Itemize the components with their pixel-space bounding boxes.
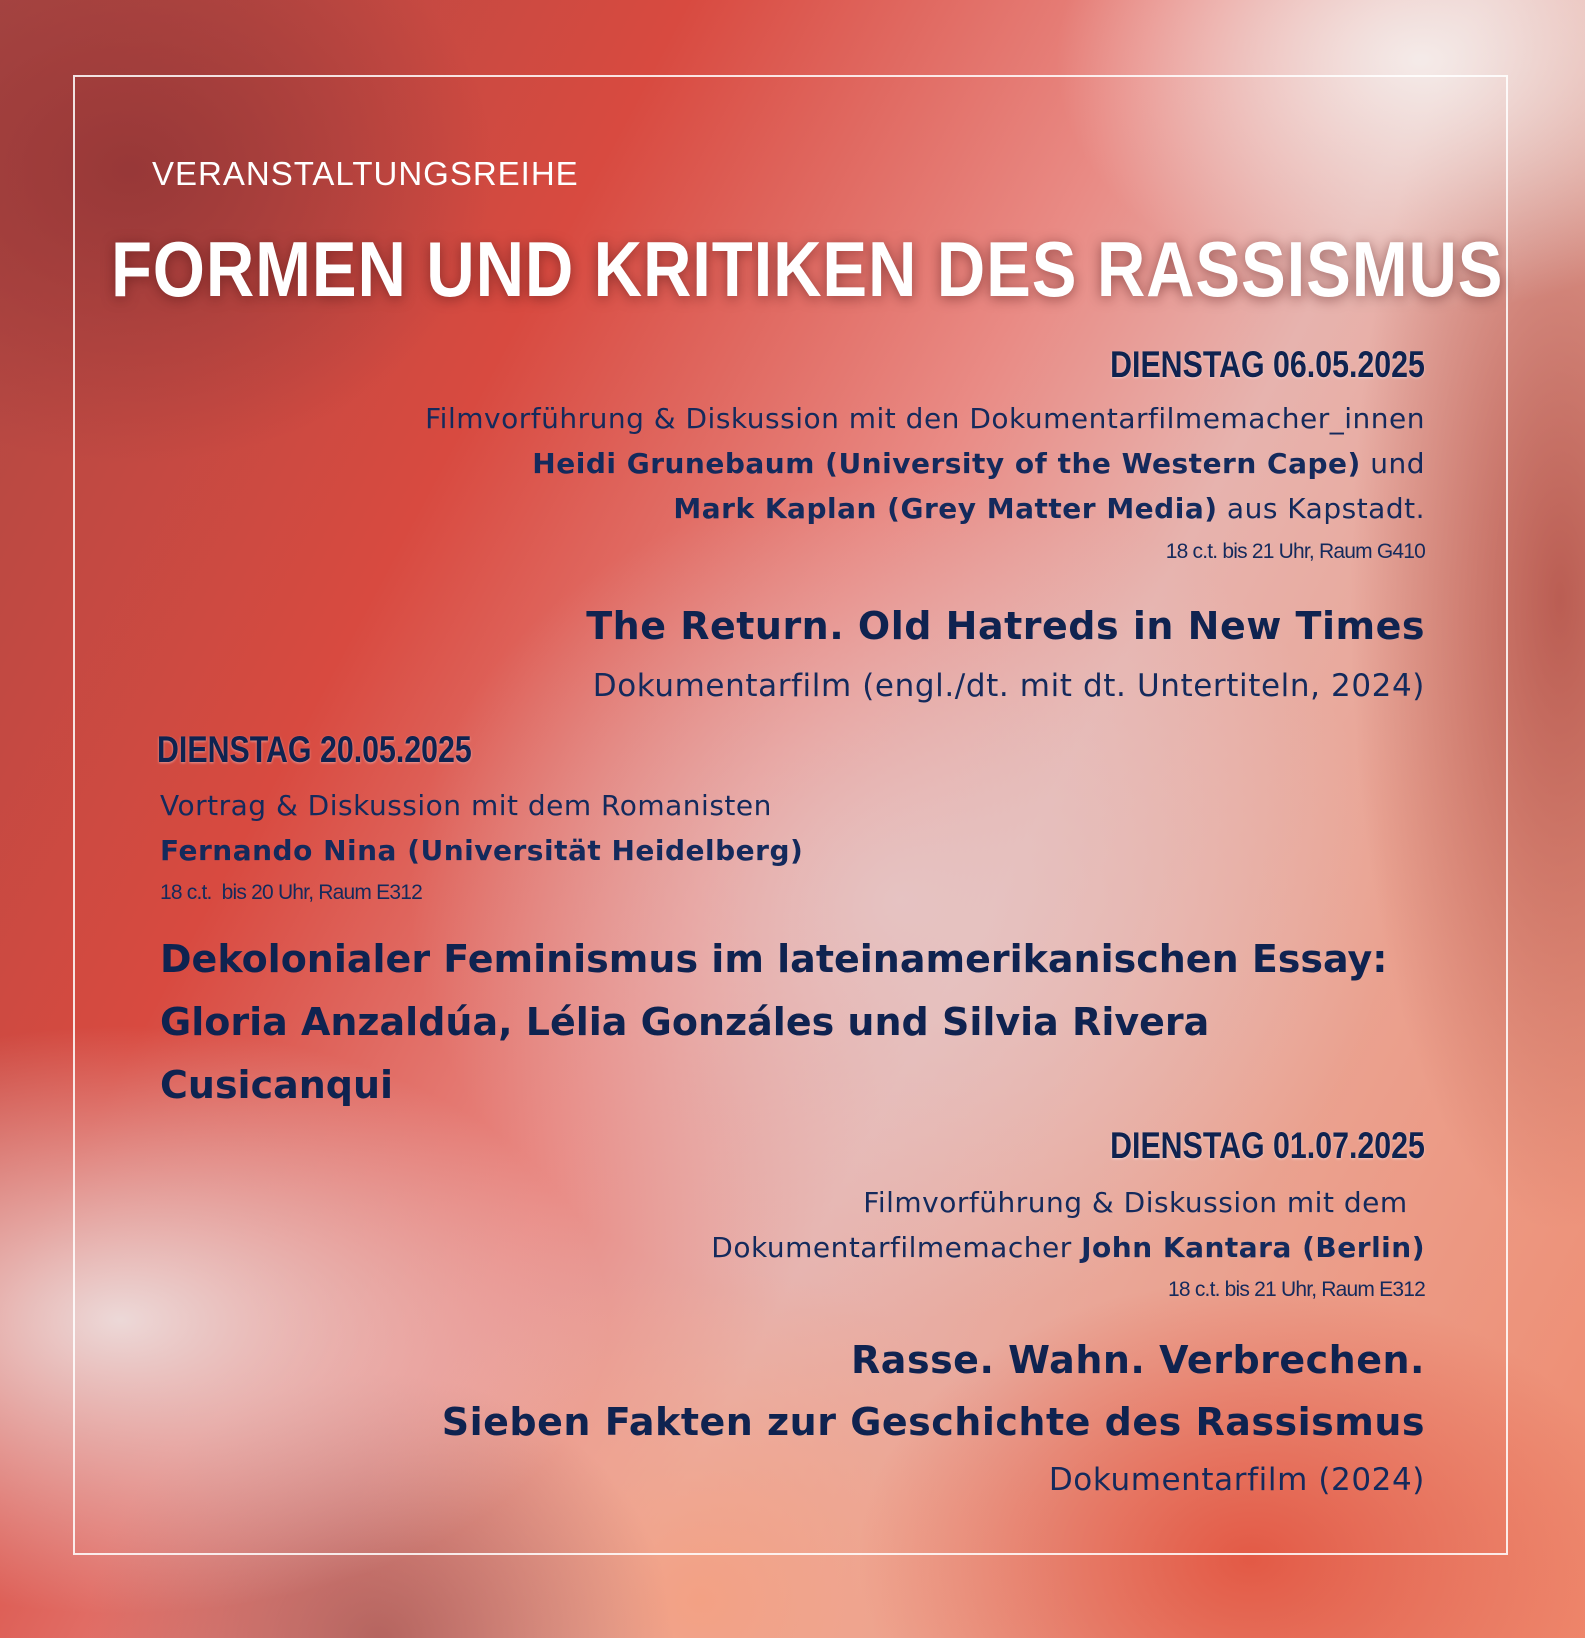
event2-date: DIENSTAG 20.05.2025 [157, 729, 472, 770]
event1-person1-suffix: und [1360, 447, 1425, 480]
event2-talk-title: Dekolonialer Feminismus im lateinamerikanischen Essay: Gloria Anzaldúa, Lélia Gonzáles und Silvia Rivera Cusicanqui [160, 937, 1388, 1107]
event1-person1-line [532, 447, 1425, 480]
event1-person2-line [673, 492, 1425, 525]
event1-person2: Mark Kaplan (Grey Matter Media) [673, 492, 1218, 525]
event1-description: Filmvorführung & Diskussion mit den Dokumentarfilmemacher_innen [425, 402, 1425, 435]
event2-person-line [160, 834, 803, 867]
event1-person1: Heidi Grunebaum (University of the Western Cape) [532, 447, 1361, 480]
event1-time-room: 18 c.t. bis 21 Uhr, Raum G410 [1165, 540, 1425, 563]
event2-time-room: 18 c.t. bis 20 Uhr, Raum E312 [160, 881, 422, 904]
event3-time-room: 18 c.t. bis 21 Uhr, Raum E312 [1168, 1278, 1425, 1301]
event3-film-title-line2: Sieben Fakten zur Geschichte des Rassismus [441, 1400, 1425, 1444]
event3-date: DIENSTAG 01.07.2025 [1110, 1125, 1425, 1166]
event1-person2-suffix: aus Kapstadt. [1217, 492, 1425, 525]
series-label: VERANSTALTUNGSREIHE [152, 155, 579, 192]
event3-description: Filmvorführung & Diskussion mit dem [863, 1186, 1417, 1219]
event1-date: DIENSTAG 06.05.2025 [1110, 344, 1425, 385]
event2-person: Fernando Nina (Universität Heidelberg) [160, 834, 804, 867]
event3-line2-prefix: Dokumentarfilmemacher [711, 1231, 1082, 1264]
event2-description: Vortrag & Diskussion mit dem Romanisten [160, 789, 772, 822]
event3-person-line [711, 1231, 1425, 1264]
event3-film-title-line1: Rasse. Wahn. Verbrechen. [851, 1338, 1425, 1382]
event1-film-title: The Return. Old Hatreds in New Times [586, 604, 1425, 648]
poster-title: FORMEN UND KRITIKEN DES RASSISMUS [110, 225, 1504, 313]
event3-film-subtitle: Dokumentarfilm (2024) [1048, 1462, 1425, 1498]
event1-film-subtitle: Dokumentarfilm (engl./dt. mit dt. Untertiteln, 2024) [592, 668, 1425, 704]
event3-person: John Kantara (Berlin) [1081, 1231, 1425, 1264]
